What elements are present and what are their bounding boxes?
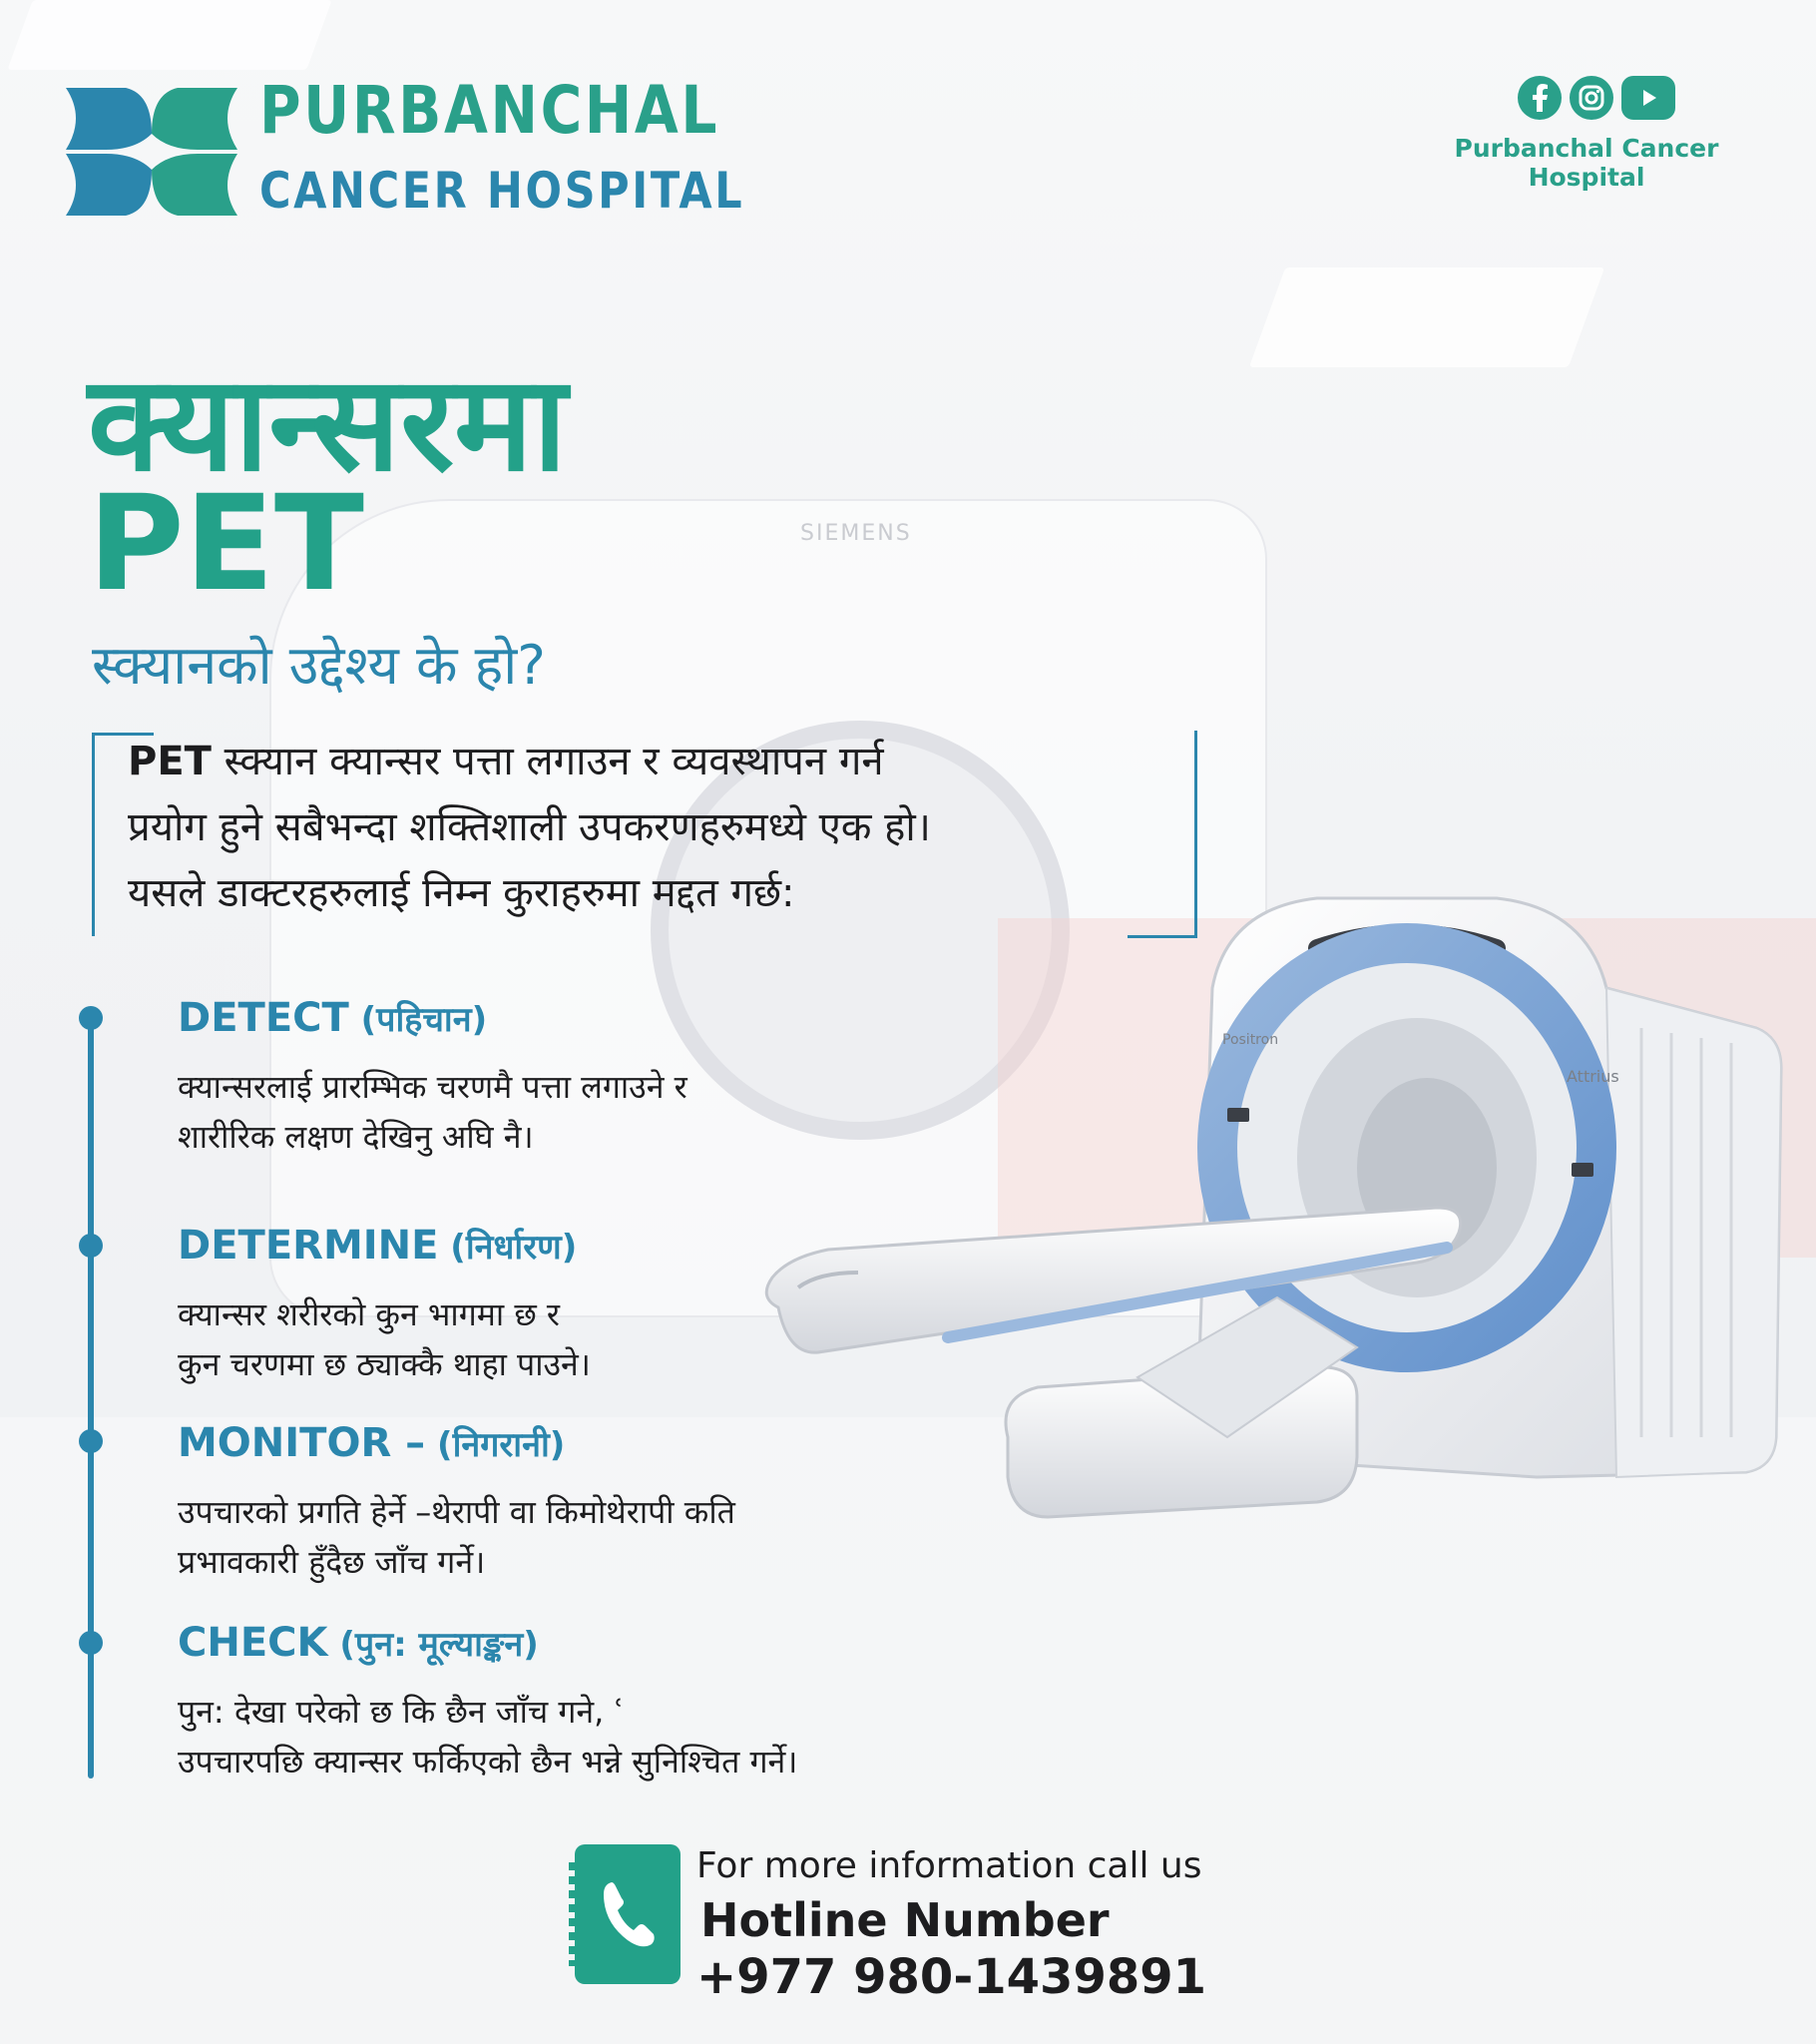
benefit-title-np: (पहिचान) — [348, 1000, 488, 1040]
instagram-icon[interactable] — [1570, 76, 1613, 120]
youtube-icon[interactable] — [1621, 76, 1675, 120]
benefit-desc-line2: कुन चरणमा छ ठ्याक्कै थाहा पाउने। — [178, 1345, 591, 1383]
benefit-item-monitor — [178, 1415, 976, 1587]
intro-line2: प्रयोग हुने सबैभन्दा शक्तिशाली उपकरणहरुमध्ये एक हो। — [128, 804, 931, 850]
benefit-title — [178, 990, 976, 1048]
headline-title-nepali: क्यान्सरमा — [88, 347, 568, 501]
timeline-dot — [79, 1234, 103, 1258]
logo-mark-icon — [66, 84, 237, 220]
benefit-description — [178, 1289, 976, 1389]
benefit-desc-line1: क्यान्सरलाई प्रारम्भिक चरणमै पत्ता लगाउने र — [178, 1068, 687, 1106]
scanner-brand-left: Positron — [1222, 1032, 1279, 1048]
headline-subtitle: स्क्यानको उद्देश्य के हो? — [92, 634, 546, 697]
social-handle: Purbanchal Cancer Hospital — [1454, 134, 1719, 192]
footer-hotline-label: Hotline Number — [700, 1893, 1110, 1947]
intro-box — [92, 729, 1197, 938]
benefit-title-en: DETECT — [178, 995, 349, 1041]
logo-name-line1: PURBANCHAL — [259, 72, 720, 149]
benefit-desc-line2: उपचारपछि क्यान्सर फर्किएको छैन भन्ने सुनिश्चित गर्ने। — [178, 1743, 798, 1781]
intro-text — [128, 729, 1185, 926]
benefit-title-en: CHECK — [178, 1620, 328, 1666]
facebook-icon[interactable] — [1518, 76, 1562, 120]
timeline-dot — [79, 1006, 103, 1030]
benefit-desc-line2: प्रभावकारी हुँदैछ जाँच गर्ने। — [178, 1543, 486, 1581]
hospital-logo — [66, 72, 823, 232]
benefit-title-np: (निगरानी) — [425, 1425, 566, 1465]
benefit-desc-line1: उपचारको प्रगति हेर्ने –थेरापी वा किमोथेरापी कति — [178, 1493, 735, 1531]
benefit-title — [178, 1415, 976, 1473]
ceiling-light — [1249, 267, 1604, 367]
benefit-title-np: (निर्धारण) — [438, 1228, 578, 1268]
timeline-dot — [79, 1631, 103, 1655]
benefit-item-determine — [178, 1218, 976, 1389]
benefit-title-en: DETERMINE — [178, 1223, 439, 1269]
benefit-description — [178, 1687, 976, 1787]
benefit-description — [178, 1487, 976, 1587]
benefit-item-check — [178, 1615, 976, 1787]
footer-phone-number[interactable]: +977 980-1439891 — [696, 1949, 1207, 2005]
background-machine-brand: SIEMENS — [800, 521, 912, 546]
timeline-line — [88, 1008, 94, 1779]
scanner-brand-right: Attrius — [1567, 1067, 1619, 1086]
intro-line1: स्क्यान क्यान्सर पत्ता लगाउन र व्यवस्थापन गर्न — [211, 739, 884, 784]
benefit-item-detect — [178, 990, 976, 1162]
benefit-title-np: (पुन: मूल्याङ्कन) — [327, 1625, 539, 1665]
benefit-desc-line1: पुन: देखा परेको छ कि छैन जाँच गने, ʿ — [178, 1693, 625, 1731]
timeline-dot — [79, 1429, 103, 1453]
intro-lead: PET — [128, 739, 212, 784]
benefit-title-en: MONITOR – — [178, 1420, 426, 1466]
footer-cta-text: For more information call us — [696, 1845, 1202, 1886]
phone-icon-box[interactable] — [575, 1844, 681, 1984]
benefit-title — [178, 1218, 976, 1276]
social-links — [1417, 76, 1756, 192]
benefit-description — [178, 1062, 976, 1162]
phone-icon — [598, 1878, 658, 1950]
logo-name-line2: CANCER HOSPITAL — [259, 162, 745, 220]
hotline-footer — [575, 1844, 1206, 2006]
notebook-binding — [569, 1862, 581, 1966]
headline-title-english: PET — [88, 467, 364, 621]
benefit-desc-line2: शारीरिक लक्षण देखिनु अघि नै। — [178, 1118, 534, 1156]
benefit-title — [178, 1615, 976, 1673]
ceiling-light — [7, 0, 331, 70]
intro-line3: यसले डाक्टरहरुलाई निम्न कुराहरुमा मद्दत गर्छ: — [128, 870, 795, 916]
benefit-desc-line1: क्यान्सर शरीरको कुन भागमा छ र — [178, 1295, 561, 1333]
